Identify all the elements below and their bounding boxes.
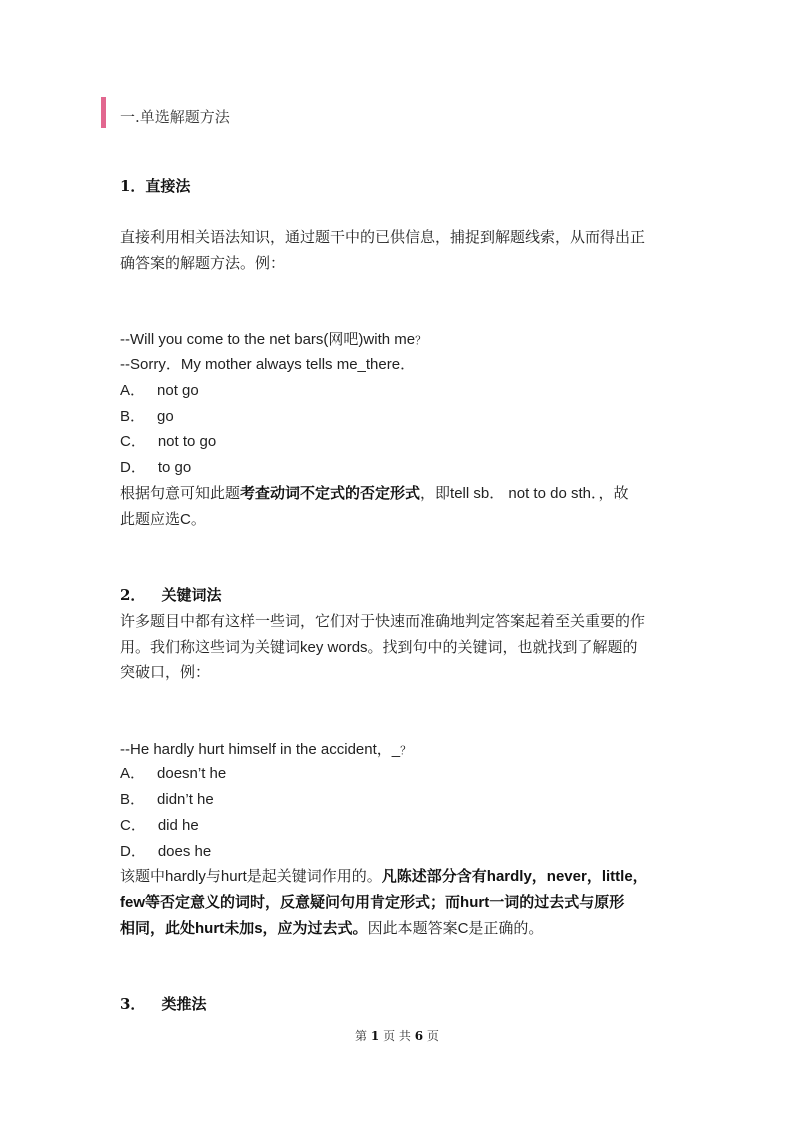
footer-text: 第 (355, 1029, 368, 1043)
section-title: 一.单选解题方法 (120, 108, 230, 126)
option-text: go (157, 408, 174, 425)
q2-blank: _ (391, 741, 401, 758)
desc-text: 用。我们称这些词为关键词 (120, 638, 301, 656)
explanation-bold-english: hardly，never，little， (486, 868, 648, 885)
method-1-option-c (120, 432, 216, 452)
q1-text-cn: 网吧 (328, 330, 359, 348)
method-2-option-b (120, 790, 214, 810)
option-letter: C． (120, 817, 146, 834)
method-2-desc-line2 (120, 637, 638, 658)
method-1-option-d (120, 458, 191, 478)
method-1-question-line2 (120, 355, 415, 375)
footer-text: 页 (426, 1029, 439, 1043)
method-1-option-b (120, 407, 174, 427)
explanation-text: 。 (190, 510, 206, 528)
q1-reply-end: there． (365, 356, 416, 373)
q1-reply-text: --Sorry．My mother always tells me (120, 356, 358, 373)
method-2-heading (120, 585, 221, 605)
option-text: did he (157, 817, 199, 834)
heading-text: 类推法 (161, 995, 207, 1013)
explanation-bold: 未加 (224, 919, 255, 937)
method-2-explanation-line2 (120, 892, 624, 913)
explanation-bold: 考查动词不定式的否定形式 (240, 484, 421, 502)
option-letter: A． (120, 382, 146, 399)
method-2-option-d (120, 842, 211, 862)
explanation-text: 该题中 (120, 867, 166, 885)
explanation-english: hurt (220, 868, 247, 885)
page-number: 1 (370, 1029, 380, 1043)
explanation-text: 此题应选 (120, 510, 181, 528)
explanation-bold-english: s (254, 920, 263, 937)
section-accent-bar (101, 97, 106, 128)
explanation-text: ，故 (598, 484, 629, 502)
method-2-desc-line1: 许多题目中都有这样一些词，它们对于快速而准确地判定答案起着至关重要的作 (120, 612, 646, 630)
method-2-explanation-line3 (120, 918, 543, 939)
explanation-english: tell sb． not to do sth． (450, 485, 599, 502)
option-letter: D． (120, 843, 146, 860)
method-1-explanation-line2 (120, 509, 206, 530)
option-text: to go (157, 459, 192, 476)
option-text: not go (157, 382, 199, 399)
explanation-bold-english: hurt (195, 920, 225, 937)
option-text: not to go (157, 433, 217, 450)
total-pages: 6 (414, 1029, 424, 1043)
method-3-heading (120, 994, 206, 1014)
option-text: doesn’t he (157, 765, 227, 782)
option-letter: C． (120, 433, 146, 450)
method-1-desc-line1: 直接利用相关语法知识，通过题干中的已供信息，捕捉到解题线索，从而得出正 (120, 228, 646, 246)
heading-number: 2． (120, 586, 146, 604)
option-text: didn’t he (157, 791, 214, 808)
heading-text: 关键词法 (161, 586, 222, 604)
method-1-desc-line2: 确答案的解题方法。例： (120, 254, 286, 272)
method-2-question-line1 (120, 739, 411, 761)
explanation-text: ，即 (420, 484, 451, 502)
option-text: does he (157, 843, 212, 860)
option-letter: A． (120, 765, 146, 782)
page-footer (0, 1028, 794, 1044)
explanation-bold: 相同，此处 (120, 919, 196, 937)
method-1-heading: 1．直接法 (120, 177, 191, 195)
method-2-desc-line3: 突破口，例： (120, 663, 211, 681)
explanation-text: 是正确的。 (468, 919, 544, 937)
explanation-text: 根据句意可知此题 (120, 484, 241, 502)
option-letter: D． (120, 459, 146, 476)
method-1-explanation-line1 (120, 483, 628, 504)
explanation-bold-english: hurt (460, 894, 490, 911)
q2-text: --He hardly hurt himself in the accident， (120, 741, 392, 758)
explanation-english: hardly (165, 868, 206, 885)
option-letter: B． (120, 791, 146, 808)
option-letter: B． (120, 408, 146, 425)
explanation-answer: C (457, 920, 469, 937)
q1-question-mark: ？ (415, 334, 427, 347)
method-2-option-a (120, 764, 226, 784)
explanation-text: 与 (205, 867, 221, 885)
explanation-bold: 等否定意义的词时，反意疑问句用肯定形式；而 (145, 893, 461, 911)
explanation-text: 是起关键词作用的。 (246, 867, 382, 885)
explanation-bold: 一词的过去式与原形 (489, 893, 625, 911)
explanation-bold-english: few (120, 894, 146, 911)
explanation-answer: C (180, 511, 191, 528)
explanation-text: 因此本题答案 (367, 919, 458, 937)
q1-text: --Will you come to the net bars( (120, 331, 329, 348)
q1-text-end: )with me (358, 331, 416, 348)
explanation-bold: ，应为过去式。 (262, 919, 368, 937)
desc-text: 。找到句中的关键词，也就找到了解题的 (367, 638, 638, 656)
heading-number: 3． (120, 995, 146, 1013)
footer-text: 页 共 (383, 1029, 411, 1043)
method-2-explanation-line1 (120, 866, 648, 887)
method-1-question-line1 (120, 329, 426, 351)
explanation-bold: 凡陈述部分含有 (381, 867, 487, 885)
q2-question-mark: ？ (400, 744, 412, 757)
method-1-option-a (120, 381, 199, 401)
q1-blank: _ (357, 356, 366, 373)
desc-english: key words (300, 639, 368, 656)
method-2-option-c (120, 816, 199, 836)
